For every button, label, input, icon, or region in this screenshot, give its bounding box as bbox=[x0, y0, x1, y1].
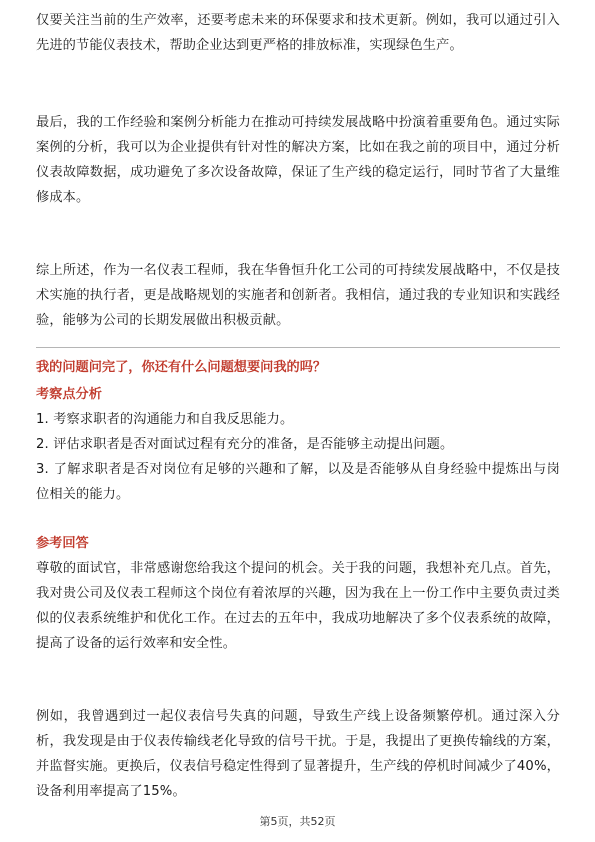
analysis-item-3: 3. 了解求职者是否对岗位有足够的兴趣和了解，以及是否能够从自身经验中提炼出与岗位相关的能力。 bbox=[36, 462, 560, 502]
question-title: 我的问题问完了，你还有什么问题想要问我的吗？ bbox=[36, 360, 327, 375]
paragraph-summary: 综上所述，作为一名仪表工程师，我在华鲁恒升化工公司的可持续发展战略中，不仅是技术实施的执行者，更是战略规划的实施者和创新者。我相信，通过我的专业知识和实践经验，能够为公司的长期发展做出积极贡献。 bbox=[36, 263, 560, 328]
analysis-heading: 考察点分析 bbox=[36, 387, 102, 402]
analysis-list bbox=[36, 407, 560, 507]
paragraph-experience: 最后，我的工作经验和案例分析能力在推动可持续发展战略中扮演着重要角色。通过实际案例的分析，我可以为企业提供有针对性的解决方案，比如在我之前的项目中，通过分析仪表故障数据，成功避免了多次设备故障，保证了生产线的稳定运行，同时节省了大量维修成本。 bbox=[36, 115, 560, 205]
answer-paragraph-1: 尊敬的面试官，非常感谢您给我这个提问的机会。关于我的问题，我想补充几点。首先，我对贵公司及仪表工程师这个岗位有着浓厚的兴趣，因为我在上一份工作中主要负责过类似的仪表系统维护和优化工作。在过去的五年中，我成功地解决了多个仪表系统的故障，提高了设备的运行效率和安全性。 bbox=[36, 561, 560, 651]
paragraph-environment: 仅要关注当前的生产效率，还要考虑未来的环保要求和技术更新。例如，我可以通过引入先进的节能仪表技术，帮助企业达到更严格的排放标准，实现绿色生产。 bbox=[36, 13, 560, 53]
answer-heading: 参考回答 bbox=[36, 536, 89, 551]
analysis-item-2: 2. 评估求职者是否对面试过程有充分的准备，是否能够主动提出问题。 bbox=[36, 437, 454, 452]
page-number: 第5页，共52页 bbox=[259, 815, 336, 828]
section-divider bbox=[36, 347, 560, 348]
answer-paragraph-2: 例如，我曾遇到过一起仪表信号失真的问题，导致生产线上设备频繁停机。通过深入分析，我发现是由于仪表传输线老化导致的信号干扰。于是，我提出了更换传输线的方案，并监督实施。更换后，仪表信号稳定性得到了显著提升，生产线的停机时间减少了40%，设备利用率提高了15%。 bbox=[36, 709, 560, 799]
analysis-item-1: 1. 考察求职者的沟通能力和自我反思能力。 bbox=[36, 412, 294, 427]
